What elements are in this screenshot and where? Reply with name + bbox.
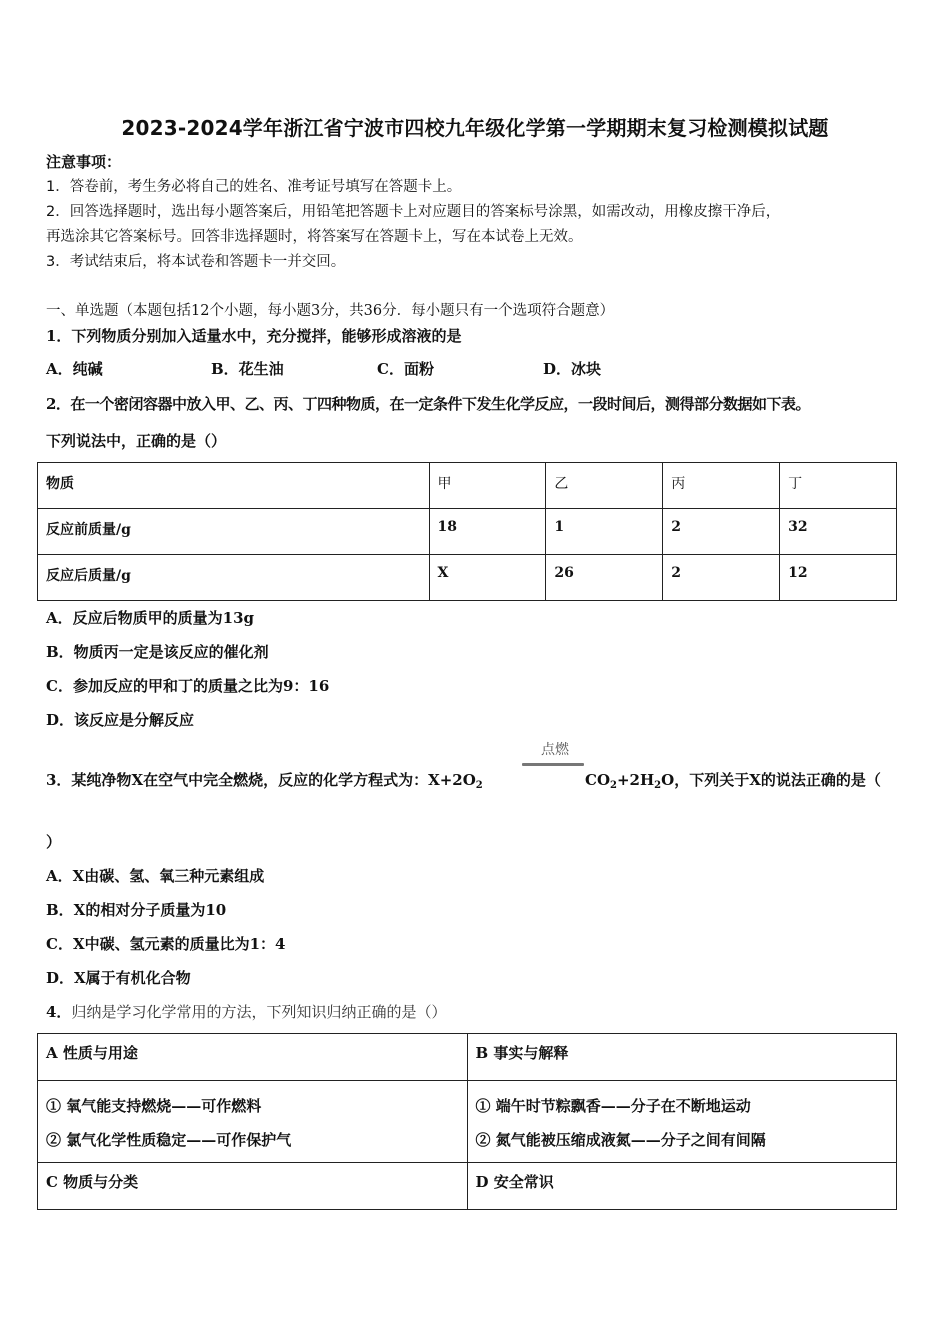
table-cell-b-body	[467, 1081, 897, 1163]
list-item: ② 氯气化学性质稳定——可作保护气	[46, 1131, 292, 1149]
table-cell: 反应后质量/g	[38, 555, 430, 601]
table-cell: X	[429, 555, 546, 601]
o2-subscript: 2	[475, 780, 483, 791]
reaction-arrow-bar	[522, 763, 584, 766]
co2-subscript: 2	[610, 780, 617, 791]
table-cell: 32	[780, 509, 897, 555]
table-row	[38, 1081, 897, 1163]
q3-option-b: B．X的相对分子质量为10	[46, 901, 227, 919]
table-row	[38, 1163, 897, 1210]
table-cell-d-heading	[467, 1163, 897, 1210]
cell-heading: B 事实与解释	[475, 1044, 569, 1062]
reaction-condition-label: 点燃	[541, 742, 569, 758]
table-header-cell: 乙	[546, 463, 663, 509]
table-header-row	[38, 463, 897, 509]
table-cell-a-body	[38, 1081, 468, 1163]
q2-data-table	[37, 462, 897, 601]
table-cell-b-heading	[467, 1034, 897, 1081]
q2-stem-line1: 2．在一个密闭容器中放入甲、乙、丙、丁四种物质，在一定条件下发生化学反应，一段时间后，测得部分数据如下表。	[46, 395, 810, 413]
q3-stem	[46, 770, 483, 790]
q3-option-a: A．X由碳、氢、氧三种元素组成	[46, 867, 265, 885]
table-cell: 1	[546, 509, 663, 555]
table-cell-a-heading	[38, 1034, 468, 1081]
table-cell: 12	[780, 555, 897, 601]
list-item: ① 氧气能支持燃烧——可作燃料	[46, 1097, 262, 1115]
q4-stem	[46, 1002, 446, 1022]
q1-option-b: B．花生油	[211, 360, 284, 378]
table-header-cell: 丙	[663, 463, 780, 509]
section-heading: 一、单选题（本题包括12个小题，每小题3分，共36分．每小题只有一个选项符合题意）	[46, 303, 615, 319]
q2-option-c: C．参加反应的甲和丁的质量之比为9：16	[46, 677, 330, 695]
list-item: ① 端午时节粽飘香——分子在不断地运动	[475, 1097, 751, 1115]
table-cell: 反应前质量/g	[38, 509, 430, 555]
q3-option-c: C．X中碳、氢元素的质量比为1：4	[46, 935, 286, 953]
q1-stem: 1．下列物质分别加入适量水中，充分搅拌，能够形成溶液的是	[46, 327, 462, 345]
table-row	[38, 1034, 897, 1081]
notice-item-3: 3．考试结束后，将本试卷和答题卡一并交回。	[46, 254, 346, 270]
q1-option-a: A．纯碱	[46, 360, 103, 378]
cell-heading: D 安全常识	[475, 1173, 554, 1191]
q1-option-d: D．冰块	[543, 360, 602, 378]
q2-stem-line2: 下列说法中，正确的是（）	[46, 432, 227, 450]
notice-heading: 注意事项：	[46, 153, 122, 171]
list-item: ② 氮气能被压缩成液氮——分子之间有间隔	[475, 1131, 766, 1149]
q2-option-b: B．物质丙一定是该反应的催化剂	[46, 643, 269, 661]
table-row	[38, 555, 897, 601]
table-row	[38, 509, 897, 555]
q3-stem-products	[585, 770, 881, 790]
table-cell: 2	[663, 509, 780, 555]
q4-number: 4．	[46, 1003, 72, 1021]
q4-stem-text: 归纳是学习化学常用的方法，下列知识归纳正确的是（）	[71, 1003, 447, 1021]
q2-option-d: D．该反应是分解反应	[46, 711, 195, 729]
table-cell-c-heading	[38, 1163, 468, 1210]
q1-option-c: C．面粉	[377, 360, 434, 378]
table-header-cell: 甲	[429, 463, 546, 509]
exam-title: 2023-2024学年浙江省宁波市四校九年级化学第一学期期末复习检测模拟试题	[121, 116, 829, 140]
co-formula: CO	[585, 771, 611, 789]
q3-stem-close: ）	[46, 833, 62, 851]
h2o-subscript: 2	[654, 780, 662, 791]
cell-heading: A 性质与用途	[46, 1044, 138, 1062]
table-cell: 18	[429, 509, 546, 555]
table-header-cell: 丁	[780, 463, 897, 509]
q2-option-a: A．反应后物质甲的质量为13g	[46, 609, 255, 627]
notice-item-2: 2．回答选择题时，选出每小题答案后，用铅笔把答题卡上对应题目的答案标号涂黑，如需改动，用橡皮擦干净后，	[46, 204, 781, 220]
cell-heading: C 物质与分类	[46, 1173, 139, 1191]
q3-stem-prefix: 3．某纯净物X在空气中完全燃烧，反应的化学方程式为：X+2O	[46, 771, 476, 789]
q3-option-d: D．X属于有机化合物	[46, 969, 191, 987]
table-header-cell: 物质	[38, 463, 430, 509]
water-formula-h: +2H	[616, 771, 655, 789]
notice-item-1: 1．答卷前，考生务必将自己的姓名、准考证号填写在答题卡上。	[46, 179, 462, 195]
table-cell: 2	[663, 555, 780, 601]
table-cell: 26	[546, 555, 663, 601]
q4-knowledge-table	[37, 1033, 897, 1210]
notice-item-2-cont: 再选涂其它答案标号。回答非选择题时，将答案写在答题卡上，写在本试卷上无效。	[46, 229, 583, 245]
q3-stem-suffix: O，下列关于X的说法正确的是（	[661, 771, 881, 789]
